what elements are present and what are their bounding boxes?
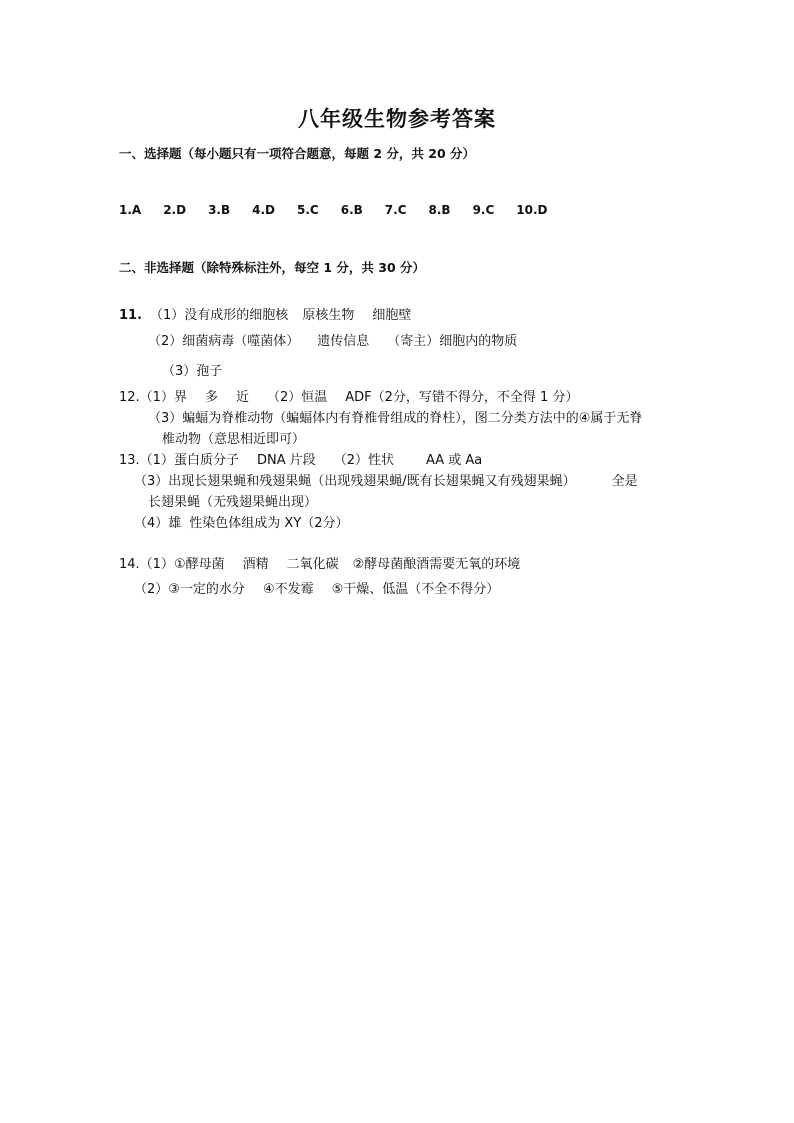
- q13-answer-1a: 13.（1）蛋白质分子: [119, 453, 239, 468]
- q14-answer-2b: ④不发霉: [262, 582, 314, 597]
- q13-answer-1d: AA 或 Aa: [426, 453, 483, 468]
- q12-answer-1c: 近: [235, 390, 249, 405]
- q11-answer-2b: 遗传信息: [317, 334, 370, 349]
- section2-heading: 二、非选择题（除特殊标注外，每空 1 分，共 30 分）: [119, 260, 426, 275]
- q14-line2: [134, 582, 499, 598]
- q13-line3: 长翅果蝇（无残翅果蝇出现）: [148, 495, 318, 510]
- q14-answer-2c: ⑤干燥、低温（不全不得分）: [331, 582, 500, 597]
- q11-answer-1b: 原核生物: [302, 308, 355, 323]
- q12-answer-1a: 12.（1）界: [119, 390, 187, 405]
- q13-answer-4b: 性染色体组成为 XY（2分）: [189, 516, 349, 531]
- q12-answer-1b: 多: [204, 390, 218, 405]
- q11-answer-1c: 细胞壁: [372, 308, 412, 323]
- q11-line1: [119, 308, 411, 324]
- q13-line4: [134, 516, 349, 532]
- q14-answer-1b: 酒精: [242, 557, 269, 572]
- q14-answer-2a: （2）③一定的水分: [134, 582, 245, 597]
- choice-answer: 4.D: [252, 203, 276, 217]
- choice-answer: 8.B: [428, 203, 451, 217]
- q12-answer-1d: （2）恒温: [266, 390, 328, 405]
- q11-answer-2c: （寄主）细胞内的物质: [387, 334, 518, 349]
- q12-answer-1e: ADF（2分，写错不得分，不全得 1 分）: [345, 390, 579, 405]
- choice-answer: 5.C: [297, 203, 319, 217]
- q13-line1: [119, 453, 482, 469]
- choice-answer: 10.D: [516, 203, 548, 217]
- q13-answer-1c: （2）性状: [333, 453, 394, 468]
- q13-answer-2b: 全是: [611, 474, 638, 489]
- choice-answer: 3.B: [208, 203, 231, 217]
- choice-answer-list: [119, 203, 548, 217]
- choice-answer: 2.D: [163, 203, 187, 217]
- q14-line1: [119, 557, 520, 573]
- q13-answer-1b: DNA 片段: [256, 453, 316, 468]
- q13-line2: [134, 474, 638, 490]
- q14-answer-1c: 二氧化碳: [286, 557, 339, 572]
- choice-answer: 6.B: [340, 203, 363, 217]
- q12-line3: 椎动物（意思相近即可）: [162, 432, 306, 447]
- choice-answer: 1.A: [119, 203, 142, 217]
- q11-number: 11.: [119, 308, 143, 323]
- q12-line2: （3）蝙蝠为脊椎动物（蝙蝠体内有脊椎骨组成的脊柱），图二分类方法中的④属于无脊: [148, 411, 643, 426]
- q11-answer-2a: （2）细菌病毒（噬菌体）: [148, 334, 300, 349]
- choice-answer: 9.C: [472, 203, 495, 217]
- section1-heading: 一、选择题（每小题只有一项符合题意，每题 2 分，共 20 分）: [119, 146, 476, 161]
- q11-line2: [148, 334, 517, 350]
- q12-line1: [119, 390, 578, 406]
- q11-answer-1a: （1）没有成形的细胞核: [150, 308, 289, 323]
- q13-answer-4a: （4）雄: [134, 516, 182, 531]
- q13-answer-2a: （3）出现长翅果蝇和残翅果蝇（出现残翅果蝇/既有长翅果蝇又有残翅果蝇）: [134, 474, 576, 489]
- q11-line3: （3）孢子: [162, 364, 223, 379]
- q14-answer-1d: ②酵母菌酿酒需要无氧的环境: [352, 557, 521, 572]
- q14-answer-1a: 14.（1）①酵母菌: [119, 557, 225, 572]
- page-title: 八年级生物参考答案: [298, 107, 496, 131]
- choice-answer: 7.C: [384, 203, 407, 217]
